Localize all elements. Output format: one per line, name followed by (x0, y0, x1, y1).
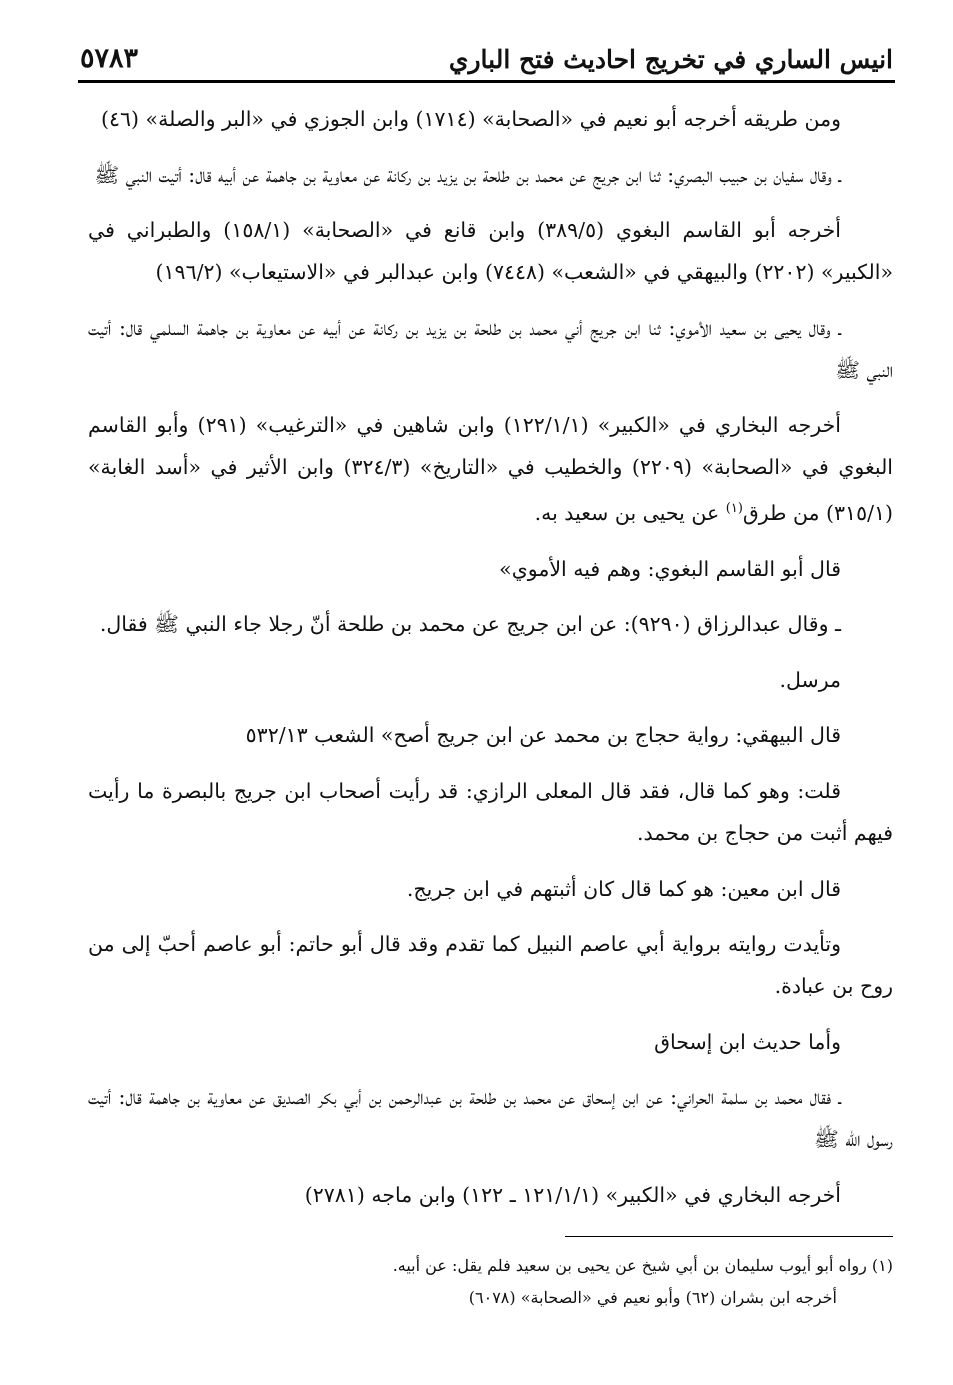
running-header (80, 30, 893, 74)
footnote: أخرجه ابن بشران (٦٢) وأبو نعيم في «الصحابة» (٦٠٧٨) (468, 1288, 837, 1307)
footnote-rule (565, 1236, 893, 1237)
paragraph-text: عن يحيى بن سعيد به. (534, 501, 726, 526)
footnotes (200, 1250, 893, 1314)
paragraph: وأما حديث ابن إسحاق (654, 1029, 841, 1054)
paragraph-text: أخرجه البخاري في «الكبير» (١٢٢/١/١) وابن شاهين في «الترغيب» (٢٩١) وأبو القاسم البغوي في «الصحابة» (٢٢٠٩) والخطيب في «التاريخ» (٣٢٤/٣) وابن الأثير في «أسد الغابة» (٣١٥/١) من طرق (88, 413, 894, 526)
paragraph: قال البيهقي: رواية حجاج بن محمد عن ابن جريج أصح» الشعب ٥٣٢/١٣ (245, 723, 841, 748)
paragraph: ومن طريقه أخرجه أبو نعيم في «الصحابة» (١٧١٤) وابن الجوزي في «البر والصلة» (٤٦) (100, 107, 841, 131)
book-title: انيس الساري في تخريج احاديث فتح الباري (448, 45, 893, 74)
footnote-ref: (١) (725, 501, 743, 517)
paragraph: ـ وقال عبدالرزاق (٩٢٩٠): عن ابن جريج عن محمد بن طلحة أنّ رجلا جاء النبي ﷺ فقال. (99, 612, 841, 637)
paragraph: ـ وقال يحيى بن سعيد الأموي: ثنا ابن جريج أني محمد بن طلحة بن يزيد بن ركانة عن أبيه عن معاوية بن جاهمة السلمي قال: أتيت النبي ﷺ (88, 315, 893, 382)
paragraph: أخرجه البخاري في «الكبير» (١٢١/١/١ ـ ١٢٢) وابن ماجه (٢٧٨١) (304, 1182, 841, 1207)
header-rule (78, 80, 895, 83)
paragraph: وتأيدت روايته برواية أبي عاصم النبيل كما تقدم وقد قال أبو حاتم: أبو عاصم أحبّ إلى من روح بن عبادة. (88, 932, 893, 999)
paragraph: قلت: وهو كما قال، فقد قال المعلى الرازي: قد رأيت أصحاب ابن جريج بالبصرة ما رأيت فيهم أثبت من حجاج بن محمد. (88, 779, 893, 846)
paragraph: ـ وقال سفيان بن حبيب البصري: ثنا ابن جريج عن محمد بن طلحة بن يزيد بن ركانة عن معاوية بن جاهمة عن أبيه قال: أتيت النبي ﷺ (94, 162, 841, 187)
paragraph: أخرجه أبو القاسم البغوي (٣٨٩/٥) وابن قانع في «الصحابة» (١٥٨/١) والطبراني في «الكبير» (٢٢٠٢) والبيهقي في «الشعب» (٧٤٤٨) وابن عبدالبر في «الاستيعاب» (١٩٦/٢) (88, 218, 893, 285)
page-number: ٥٧٨٣ (80, 43, 139, 74)
paragraph: مرسل. (779, 667, 841, 692)
main-text (88, 98, 893, 1216)
paragraph: قال أبو القاسم البغوي: وهم فيه الأموي» (499, 556, 841, 581)
paragraph (88, 404, 893, 534)
paragraph: ـ فقال محمد بن سلمة الحراني: عن ابن إسحاق عن محمد بن طلحة بن عبدالرحمن بن أبي بكر الصديق عن معاوية بن جاهمة قال: أتيت رسول الله ﷺ (88, 1085, 893, 1152)
paragraph: قال ابن معين: هو كما قال كان أثبتهم في ابن جريج. (406, 876, 841, 901)
footnote: (١) رواه أبو أيوب سليمان بن أبي شيخ عن يحيى بن سعيد فلم يقل: عن أبيه. (392, 1256, 893, 1275)
